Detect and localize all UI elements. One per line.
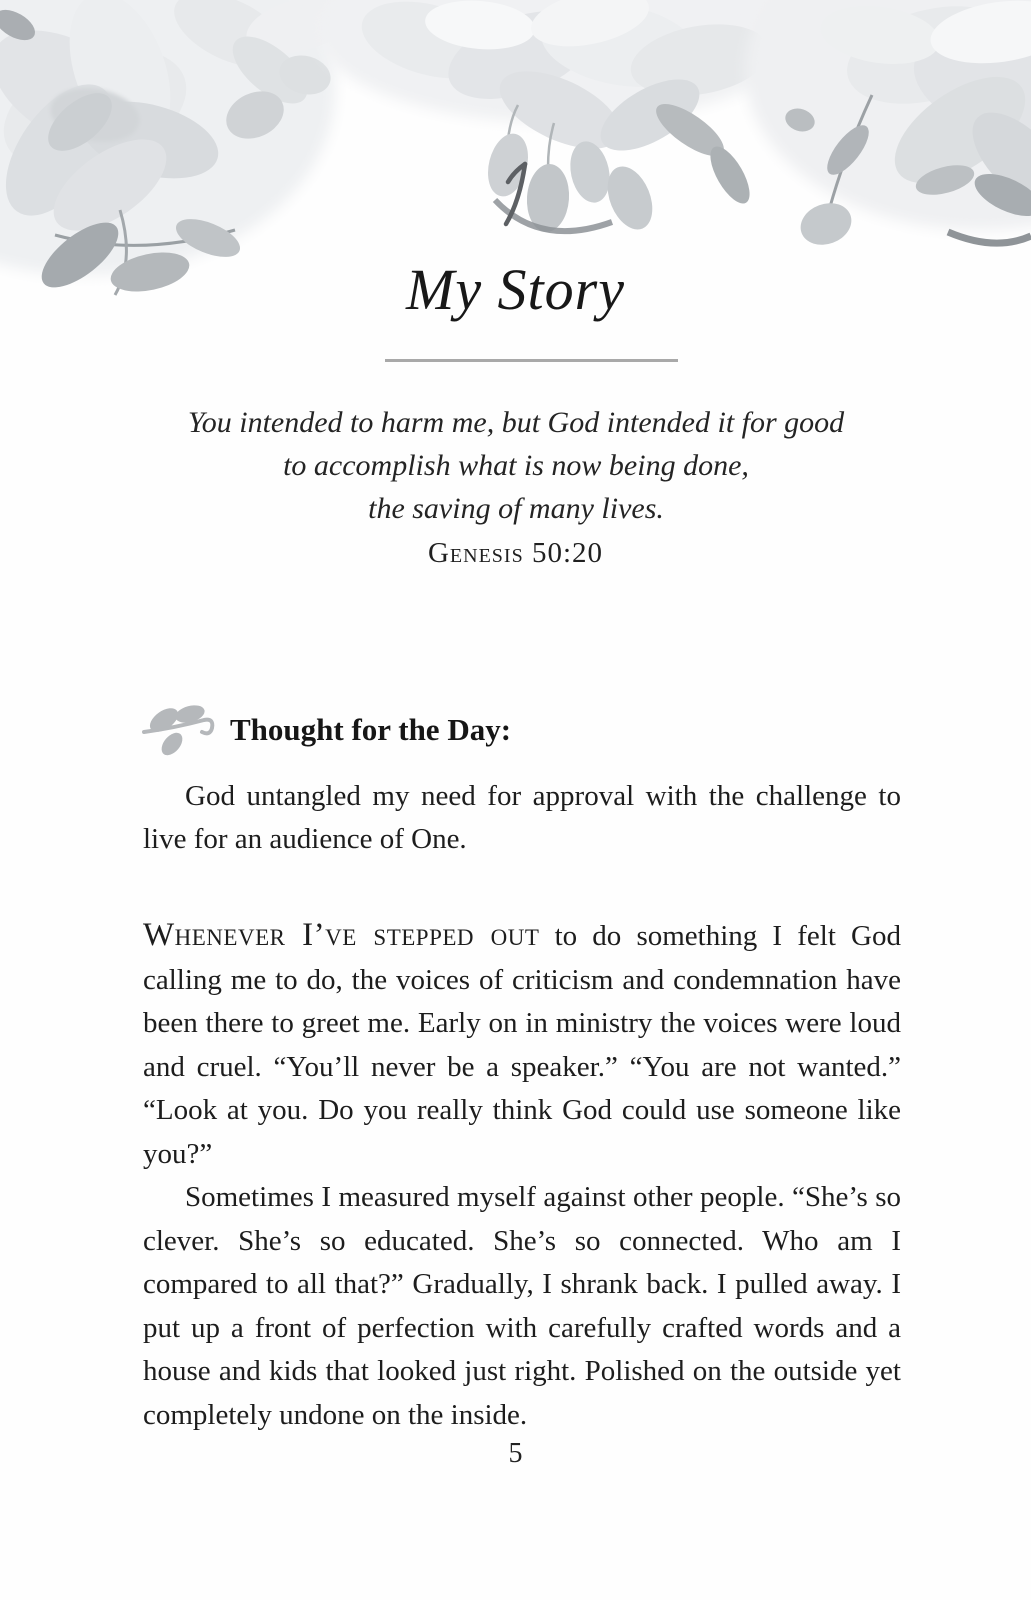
body-text	[143, 915, 901, 1437]
thought-text: God untangled my need for approval with the challenge to live for an audience of One.	[143, 780, 901, 855]
peony-cluster-right	[745, 0, 1031, 252]
thought-for-the-day-section	[143, 698, 901, 861]
epigraph	[136, 401, 896, 530]
epigraph-line: You intended to harm me, but God intended it for good	[187, 406, 845, 439]
paragraph-text: to do something I felt God calling me to do, the voices of criticism and condemnation have been there to greet me. Early on in ministry the voices were loud and cruel. “You’ll never be a speaker.” “You are not wanted.” “Look at you. Do you really think God could use someone like you?”	[143, 920, 901, 1170]
scripture-reference: Genesis 50:20	[427, 537, 604, 569]
epigraph-line: to accomplish what is now being done,	[283, 449, 749, 482]
body-paragraph	[143, 915, 901, 1176]
smallcaps-lead: Whenever I’ve stepped out	[143, 917, 540, 953]
page-number: 5	[508, 1438, 523, 1469]
epigraph-line: the saving of many lives.	[368, 492, 664, 525]
body-paragraph: Sometimes I measured myself against other people. “She’s so clever. She’s so educated. She’s so connected. Who am I compared to all that?” Gradually, I shrank back. I pulled away. I put up a front of perfection with carefully crafted words and a house and kids that looked just right. Polished on the outside yet completely undone on the inside.	[143, 1181, 901, 1431]
leaf-sprig-icon	[138, 698, 222, 762]
title-divider	[385, 359, 678, 362]
chapter-title: My Story	[406, 257, 625, 322]
peony-garland-center	[315, 0, 805, 236]
thought-heading: Thought for the Day:	[230, 712, 512, 747]
peony-cluster-left	[0, 0, 360, 299]
thought-heading-row	[143, 698, 901, 762]
